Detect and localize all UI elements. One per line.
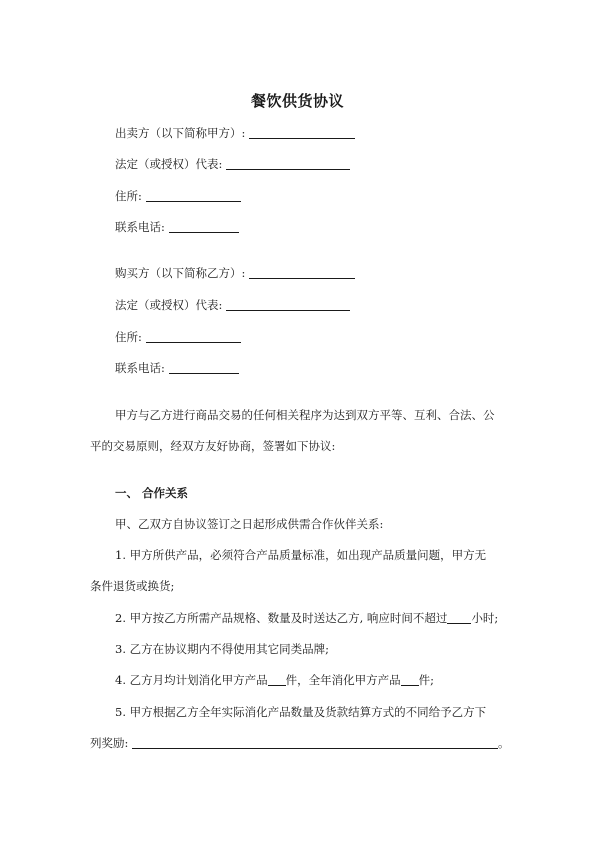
clause-4-text-c: 件; <box>418 673 435 687</box>
seller-phone-blank[interactable] <box>169 220 239 233</box>
buyer-field <box>115 265 355 281</box>
clause-2 <box>115 610 498 626</box>
seller-address-label: 住所: <box>115 189 142 203</box>
monthly-quantity-blank[interactable] <box>268 673 286 686</box>
seller-blank[interactable] <box>249 126 355 139</box>
annual-quantity-blank[interactable] <box>401 673 419 686</box>
buyer-address-label: 住所: <box>115 330 142 344</box>
document-title: 餐饮供货协议 <box>250 92 344 110</box>
seller-legal-rep-blank[interactable] <box>226 157 350 170</box>
seller-legal-rep-field <box>115 156 350 172</box>
buyer-legal-rep-field <box>115 297 350 313</box>
section-heading: 一、 合作关系 <box>115 486 189 500</box>
clause-1-line-1: 1. 甲方所供产品，必须符合产品质量标准，如出现产品质量问题，甲方无 <box>115 548 487 562</box>
buyer-phone-blank[interactable] <box>169 361 239 374</box>
seller-phone-field <box>115 219 239 235</box>
buyer-phone-field <box>115 360 239 376</box>
response-hours-blank[interactable] <box>447 611 471 624</box>
seller-address-field <box>115 188 241 204</box>
clause-4 <box>115 672 434 688</box>
clause-2-suffix: 小时; <box>471 611 499 625</box>
buyer-legal-rep-label: 法定（或授权）代表: <box>115 298 223 312</box>
clause-4-text-b: 件，全年消化甲方产品 <box>285 673 401 687</box>
section-lead: 甲、乙双方自协议签订之日起形成供需合作伙伴关系: <box>115 517 384 531</box>
buyer-phone-label: 联系电话: <box>115 361 165 375</box>
buyer-address-field <box>115 329 241 345</box>
seller-address-blank[interactable] <box>146 189 241 202</box>
buyer-address-blank[interactable] <box>146 330 241 343</box>
clause-5-suffix: 。 <box>498 736 510 750</box>
clause-5-text: 列奖励: <box>90 736 129 750</box>
buyer-legal-rep-blank[interactable] <box>226 298 350 311</box>
seller-legal-rep-label: 法定（或授权）代表: <box>115 157 223 171</box>
clause-1-line-2: 条件退货或换货; <box>90 579 175 593</box>
clause-4-text-a: 4. 乙方月均计划消化甲方产品 <box>115 673 268 687</box>
seller-phone-label: 联系电话: <box>115 220 165 234</box>
intro-line-2: 平的交易原则，经双方友好协商，签署如下协议: <box>90 439 336 453</box>
seller-label: 出卖方（以下简称甲方）: <box>115 126 246 140</box>
intro-line-1: 甲方与乙方进行商品交易的任何相关程序为达到双方平等、互利、合法、公 <box>115 408 495 422</box>
seller-field <box>115 125 355 141</box>
clause-2-text: 2. 甲方按乙方所需产品规格、数量及时送达乙方, 响应时间不超过 <box>115 611 448 625</box>
clause-3: 3. 乙方在协议期内不得使用其它同类品牌; <box>115 642 330 656</box>
clause-5-line-1: 5. 甲方根据乙方全年实际消化产品数量及货款结算方式的不同给予乙方下 <box>115 705 487 719</box>
buyer-blank[interactable] <box>249 266 355 279</box>
clause-5-line-2 <box>90 735 510 751</box>
buyer-label: 购买方（以下简称乙方）: <box>115 266 246 280</box>
reward-blank[interactable] <box>132 736 498 749</box>
